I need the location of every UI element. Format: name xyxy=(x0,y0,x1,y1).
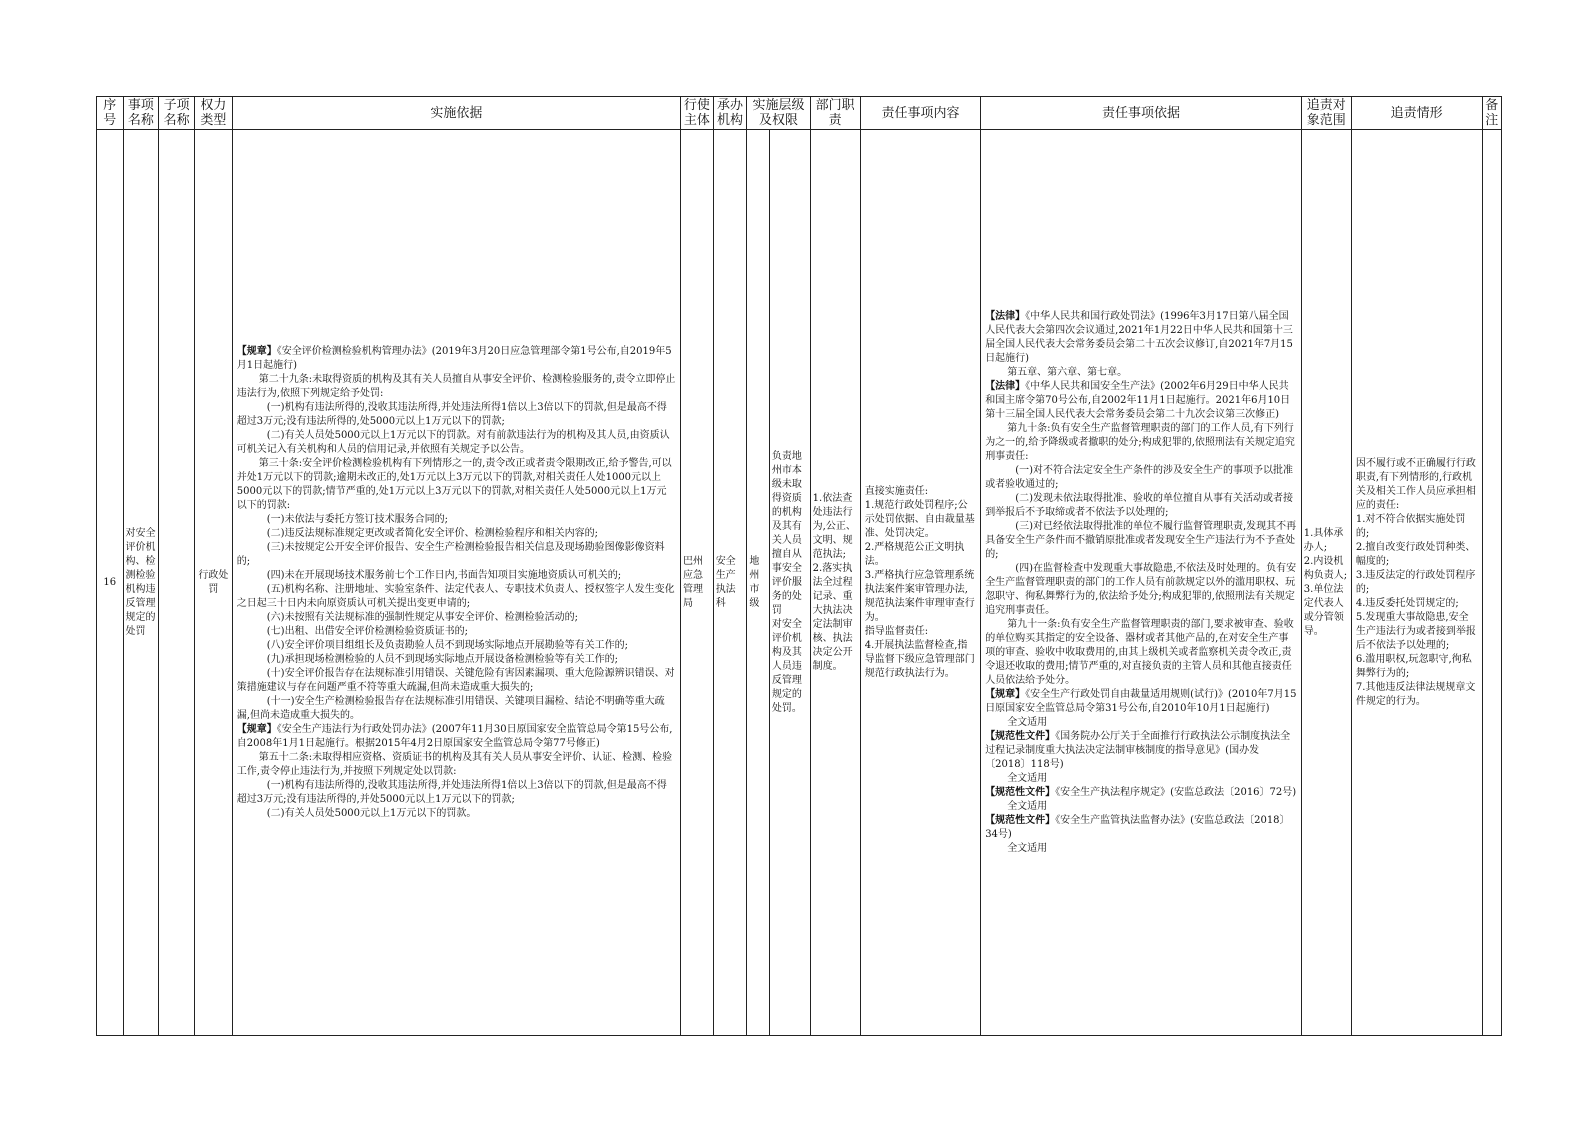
paragraph-text: 第五十二条:未取得相应资格、资质证书的机构及其有关人员从事安全评价、认证、检测、检验工作,责令停止违法行为,并按照下列规定处以罚款: xyxy=(236,751,673,777)
header-resp-basis: 责任事项依据 xyxy=(981,97,1302,130)
basis-paragraph xyxy=(985,422,1297,464)
header-level: 实施层级及权限 xyxy=(747,97,810,130)
basis-text xyxy=(237,345,676,821)
cell-line: 3.严格执行应急管理系统执法案件案审管理办法,规范执法案件审理审查行为。 xyxy=(864,569,975,623)
doc-type-tag: 【规范性文件】 xyxy=(985,814,1056,826)
cell-line: 3.违反法定的行政处罚程序的; xyxy=(1355,569,1476,595)
header-remark: 备注 xyxy=(1482,97,1501,130)
basis-paragraph xyxy=(985,730,1297,772)
basis-paragraph xyxy=(237,611,676,625)
cell-line: 4.违反委托处罚规定的; xyxy=(1355,597,1459,609)
cell-line: 1.规范行政处罚程序;公示处罚依据、自由裁量基准、处罚决定。 xyxy=(864,499,975,539)
basis-paragraph xyxy=(237,569,676,583)
paragraph-text: (三)未按规定公开安全评价报告、安全生产检测检验报告相关信息及现场勘验图像影像资料的; xyxy=(236,541,665,567)
cell-line: 指导监督责任: xyxy=(864,625,929,637)
basis-paragraph xyxy=(237,807,676,821)
cell-level-scope: 地州市级 xyxy=(747,130,769,1036)
doc-type-tag: 【规范性文件】 xyxy=(985,786,1056,798)
cell-line: 因不履行或不正确履行行政职责,有下列情形的,行政机关及相关工作人员应承担相应的责任: xyxy=(1355,457,1476,511)
cell-organ: 安全生产执法科 xyxy=(713,130,747,1036)
cell-line: 6.滥用职权,玩忽职守,徇私舞弊行为的; xyxy=(1355,653,1472,679)
paragraph-text: (五)机构名称、注册地址、实验室条件、法定代表人、专职技术负责人、授权签字人发生变化之日起三十日内未向原资质认可机关提出变更申请的; xyxy=(236,583,675,609)
basis-paragraph xyxy=(985,310,1297,366)
paragraph-text: 《安全生产违法行为行政处罚办法》(2007年11月30日原国家安全监管总局令第15号公布,自2008年1月1日起施行。根据2015年4月2日原国家安全监管总局令第77号修正) xyxy=(236,723,673,749)
paragraph-text: (三)对已经依法取得批准的单位不履行监督管理职责,发现其不再具备安全生产条件而不撤销原批准或者发现安全生产违法行为不予查处的; xyxy=(985,520,1297,560)
cell-line: 直接实施责任: xyxy=(864,485,929,497)
cell-line: 2.落实执法全过程记录、重大执法决定法制审核、执法决定公开制度。 xyxy=(812,562,853,672)
basis-paragraph xyxy=(985,772,1297,786)
paragraph-text: 全文适用 xyxy=(1007,716,1048,728)
paragraph-text: (四)在监督检查中发现重大事故隐患,不依法及时处理的。负有安全生产监督管理职责的部门的工作人员有前款规定以外的滥用职权、玩忽职守、徇私舞弊行为的,依法给予处分;构成犯罪的,依照刑法有关规定追究刑事责任。 xyxy=(985,562,1297,616)
paragraph-text: 全文适用 xyxy=(1007,772,1048,784)
paragraph-text: 全文适用 xyxy=(1007,842,1048,854)
cell-situation xyxy=(1351,130,1482,1036)
paragraph-text: 《国务院办公厅关于全面推行行政执法公示制度执法全过程记录制度重大执法决定法制审核制度的指导意见》(国办发〔2018〕118号) xyxy=(985,730,1291,770)
cell-power-type: 行政处罚 xyxy=(195,130,233,1036)
power-list-table xyxy=(96,96,1502,1036)
doc-type-tag: 【规章】 xyxy=(985,688,1026,700)
cell-basis xyxy=(232,130,680,1036)
basis-paragraph xyxy=(237,513,676,527)
paragraph-text: 《安全评价检测检验机构管理办法》(2019年3月20日应急管理部令第1号公布,自2019年5月1日起施行) xyxy=(236,345,672,371)
cell-line: 3.单位法定代表人或分管领导。 xyxy=(1303,583,1344,637)
basis-paragraph xyxy=(985,842,1297,856)
paragraph-text: (九)承担现场检测检验的人员不到现场实际地点开展设备检测检验等有关工作的; xyxy=(266,653,618,665)
basis-paragraph xyxy=(237,625,676,639)
header-subject: 行使主体 xyxy=(681,97,714,130)
paragraph-text: (一)对不符合法定安全生产条件的涉及安全生产的事项予以批准或者验收通过的; xyxy=(985,464,1293,490)
basis-paragraph xyxy=(237,751,676,779)
cell-line: 1.具体承办人; xyxy=(1303,527,1344,553)
basis-paragraph xyxy=(237,373,676,401)
paragraph-text: (一)机构有违法所得的,没收其违法所得,并处违法所得1倍以上3倍以下的罚款,但是最高不得超过3万元;没有违法所得的,并处5000元以上1万元以下的罚款; xyxy=(236,779,667,805)
dept-duty-text xyxy=(813,492,858,674)
paragraph-text: (四)未在开展现场技术服务前七个工作日内,书面告知项目实施地资质认可机关的; xyxy=(266,569,622,581)
cell-line: 2.内设机构负责人; xyxy=(1303,555,1348,581)
basis-paragraph xyxy=(237,723,676,751)
cell-remark xyxy=(1482,130,1501,1036)
basis-paragraph xyxy=(985,562,1297,618)
basis-paragraph xyxy=(237,653,676,667)
basis-paragraph xyxy=(985,366,1297,380)
header-basis: 实施依据 xyxy=(232,97,680,130)
cell-line: 2.擅自改变行政处罚种类、幅度的; xyxy=(1355,541,1476,567)
basis-paragraph xyxy=(985,492,1297,520)
basis-paragraph xyxy=(985,380,1297,422)
paragraph-text: (二)有关人员处5000元以上1万元以下的罚款。 xyxy=(266,807,477,819)
doc-type-tag: 【规章】 xyxy=(236,723,277,735)
cell-line: 1.对不符合依据实施处罚的; xyxy=(1355,513,1466,539)
doc-type-tag: 【规章】 xyxy=(236,345,277,357)
cell-dept-duty xyxy=(810,130,860,1036)
header-seq: 序号 xyxy=(97,97,124,130)
basis-paragraph xyxy=(237,429,676,457)
basis-paragraph xyxy=(237,401,676,429)
paragraph-text: 《安全生产行政处罚自由裁量适用规则(试行)》(2010年7月15日原国家安全监管总局令第31号公布,自2010年10月1日起施行) xyxy=(985,688,1297,714)
cell-sub-name xyxy=(159,130,195,1036)
doc-type-tag: 【法律】 xyxy=(985,310,1026,322)
situation-text xyxy=(1356,457,1478,709)
paragraph-text: 《中华人民共和国安全生产法》(2002年6月29日中华人民共和国主席令第70号公布,自2002年11月1日起施行。2021年6月10日第十三届全国人民代表大会常务委员会第二十九次会议第三次修正) xyxy=(985,380,1291,420)
header-organ: 承办机构 xyxy=(713,97,747,130)
paragraph-text: (二)违反法规标准规定更改或者简化安全评价、检测检验程序和相关内容的; xyxy=(266,527,598,539)
cell-line: 负责地州市本级未取得资质的机构及其有关人员擅自从事安全评价服务的处罚 xyxy=(771,450,802,616)
basis-paragraph xyxy=(985,688,1297,716)
header-sub-name: 子项名称 xyxy=(159,97,195,130)
paragraph-text: (十一)安全生产检测检验报告存在法规标准引用错误、关键项目漏检、结论不明确等重大疏漏,但尚未造成重大损失的。 xyxy=(236,695,665,721)
basis-paragraph xyxy=(985,464,1297,492)
basis-paragraph xyxy=(237,779,676,807)
header-row xyxy=(97,97,1502,130)
basis-paragraph xyxy=(237,583,676,611)
cell-level-right xyxy=(769,130,810,1036)
basis-paragraph xyxy=(237,457,676,513)
paragraph-text: (六)未按照有关法规标准的强制性规定从事安全评价、检测检验活动的; xyxy=(266,611,578,623)
paragraph-text: 《中华人民共和国行政处罚法》(1996年3月17日第八届全国人民代表大会第四次会议通过,2021年1月22日中华人民共和国第十三届全国人民代表大会常务委员会第二十五次会议修订,自2021年7月15日起施行) xyxy=(985,310,1293,364)
cell-line: 对安全评价机构及其人员违反管理规定的处罚。 xyxy=(771,618,802,714)
doc-type-tag: 【规范性文件】 xyxy=(985,730,1056,742)
basis-paragraph xyxy=(985,786,1297,800)
paragraph-text: 全文适用 xyxy=(1007,800,1048,812)
cell-line: 2.严格规范公正文明执法。 xyxy=(864,541,965,567)
header-scope: 追责对象范围 xyxy=(1301,97,1351,130)
paragraph-text: (一)机构有违法所得的,没收其违法所得,并处违法所得1倍以上3倍以下的罚款,但是最高不得超过3万元;没有违法所得的,处5000元以上1万元以下的罚款; xyxy=(236,401,667,427)
cell-line: 7.其他违反法律法规规章文件规定的行为。 xyxy=(1355,681,1476,707)
paragraph-text: 第二十九条:未取得资质的机构及其有关人员擅自从事安全评价、检测检验服务的,责令立即停止违法行为,依照下列规定给予处罚: xyxy=(236,373,676,399)
resp-basis-text xyxy=(985,310,1297,856)
resp-content-text xyxy=(865,485,976,681)
header-item-name: 事项名称 xyxy=(123,97,159,130)
paragraph-text: (七)出租、出借安全评价检测检验资质证书的; xyxy=(266,625,468,637)
paragraph-text: 第九十条:负有安全生产监督管理职责的部门的工作人员,有下列行为之一的,给予降级或者撤职的处分;构成犯罪的,依照刑法有关规定追究刑事责任: xyxy=(985,422,1295,462)
basis-paragraph xyxy=(985,618,1297,688)
paragraph-text: (二)有关人员处5000元以上1万元以下的罚款。对有前款违法行为的机构及其人员,由资质认可机关记入有关机构和人员的信用记录,并依照有关规定予以公告。 xyxy=(236,429,670,455)
basis-paragraph xyxy=(985,716,1297,730)
basis-paragraph xyxy=(985,520,1297,562)
basis-paragraph xyxy=(237,345,676,373)
paragraph-text: 第五章、第六章、第七章。 xyxy=(1007,366,1128,378)
basis-paragraph xyxy=(237,695,676,723)
header-power-type: 权力类型 xyxy=(195,97,233,130)
paragraph-text: 《安全生产执法程序规定》(安监总政法〔2016〕72号) xyxy=(1055,786,1297,798)
basis-paragraph xyxy=(237,639,676,653)
paragraph-text: 第三十条:安全评价检测检验机构有下列情形之一的,责令改正或者责令限期改正,给予警告,可以并处1万元以下的罚款;逾期未改正的,处1万元以上3万元以下的罚款,对相关责任人处1000元以上5000元以下的罚款;情节严重的,处1万元以上3万元以下的罚款,对相关责任人处5000元以上1万元以下的罚款: xyxy=(236,457,672,511)
basis-paragraph xyxy=(985,814,1297,842)
basis-paragraph xyxy=(985,800,1297,814)
header-resp-content: 责任事项内容 xyxy=(860,97,980,130)
header-situation: 追责情形 xyxy=(1351,97,1482,130)
cell-line: 1.依法查处违法行为,公正、文明、规范执法; xyxy=(812,492,856,560)
cell-scope xyxy=(1301,130,1351,1036)
cell-resp-content xyxy=(860,130,980,1036)
paragraph-text: 第九十一条:负有安全生产监督管理职责的部门,要求被审查、验收的单位购买其指定的安全设备、器材或者其他产品的,在对安全生产事项的审查、验收中收取费用的,由其上级机关或者监察机关责令改正,责令退还收取的费用;情节严重的,对直接负责的主管人员和其他直接责任人员依法给予处分。 xyxy=(985,618,1294,686)
cell-item-name: 对安全评价机构、检测检验机构违反管理规定的处罚 xyxy=(123,130,159,1036)
basis-paragraph xyxy=(237,667,676,695)
paragraph-text: (八)安全评价项目组组长及负责勘验人员不到现场实际地点开展勘验等有关工作的; xyxy=(266,639,628,651)
paragraph-text: (一)未依法与委托方签订技术服务合同的; xyxy=(266,513,448,525)
cell-line: 4.开展执法监督检查,指导监督下级应急管理部门规范行政执法行为。 xyxy=(864,639,975,679)
doc-type-tag: 【法律】 xyxy=(985,380,1026,392)
basis-paragraph xyxy=(237,541,676,569)
table-row xyxy=(97,130,1502,1036)
paragraph-text: 《安全生产监管执法监督办法》(安监总政法〔2018〕34号) xyxy=(985,814,1290,840)
level-right-text xyxy=(772,450,808,716)
header-dept-duty: 部门职责 xyxy=(810,97,860,130)
cell-line: 5.发现重大事故隐患,安全生产违法行为或者接到举报后不依法予以处理的; xyxy=(1355,611,1476,651)
paragraph-text: (十)安全评价报告存在法规标准引用错误、关键危险有害因素漏项、重大危险源辨识错误、对策措施建议与存在问题严重不符等重大疏漏,但尚未造成重大损失的; xyxy=(236,667,675,693)
cell-subject: 巴州应急管理局 xyxy=(681,130,714,1036)
paragraph-text: (二)发现未依法取得批准、验收的单位擅自从事有关活动或者接到举报后不予取缔或者不依法予以处理的; xyxy=(985,492,1293,518)
cell-resp-basis xyxy=(981,130,1302,1036)
scope-text xyxy=(1304,527,1349,639)
cell-seq: 16 xyxy=(97,130,124,1036)
basis-paragraph xyxy=(237,527,676,541)
